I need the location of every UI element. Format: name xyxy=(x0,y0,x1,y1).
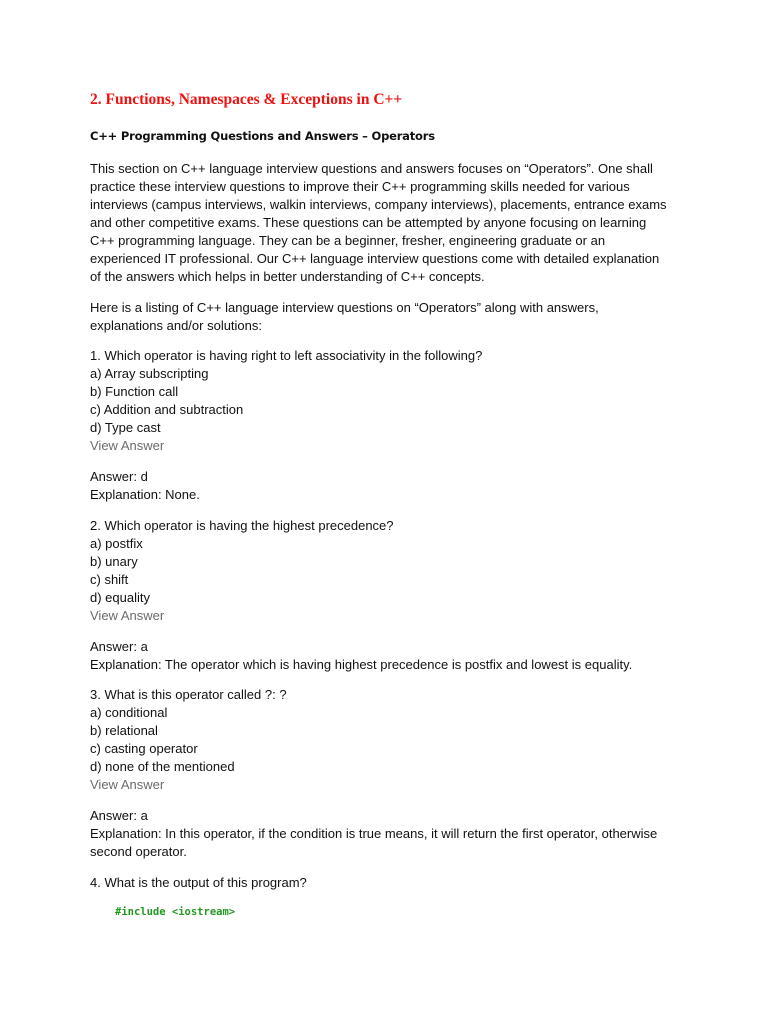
option-a: a) conditional xyxy=(90,705,168,720)
question-text: 1. Which operator is having right to left associativity in the following? xyxy=(90,348,483,363)
option-c: c) Addition and subtraction xyxy=(90,402,244,417)
question-4 xyxy=(90,874,680,892)
view-answer-link[interactable]: View Answer xyxy=(90,438,165,453)
listing-paragraph xyxy=(90,299,680,335)
option-a: a) Array subscripting xyxy=(90,366,209,381)
intro-line: and other competitive exams. These questions can be attempted by anyone focusing on learning xyxy=(90,215,647,230)
answer-text: Answer: d xyxy=(90,469,148,484)
explanation-text: second operator. xyxy=(90,844,187,859)
question-1 xyxy=(90,347,680,455)
intro-paragraph xyxy=(90,160,680,286)
question-text: 3. What is this operator called ?: ? xyxy=(90,687,287,702)
explanation-text: Explanation: In this operator, if the condition is true means, it will return the first operator, otherwise xyxy=(90,826,658,841)
option-b: b) Function call xyxy=(90,384,179,399)
question-3 xyxy=(90,686,680,794)
code-line: #include <iostream> xyxy=(115,906,236,918)
intro-line: This section on C++ language interview questions and answers focuses on “Operators”. One shall xyxy=(90,161,653,176)
intro-line: experienced IT professional. Our C++ language interview questions come with detailed explanation xyxy=(90,251,660,266)
listing-line: explanations and/or solutions: xyxy=(90,318,263,333)
option-d: d) equality xyxy=(90,590,150,605)
option-d: d) Type cast xyxy=(90,420,161,435)
option-c: c) shift xyxy=(90,572,129,587)
section-title: C++ Programming Questions and Answers – Operators xyxy=(90,129,435,143)
explanation-text: Explanation: The operator which is having highest precedence is postfix and lowest is equality. xyxy=(90,657,633,672)
chapter-title: 2. Functions, Namespaces & Exceptions in C++ xyxy=(90,91,403,108)
answer-1 xyxy=(90,468,680,504)
view-answer-link[interactable]: View Answer xyxy=(90,608,165,623)
question-2 xyxy=(90,517,680,625)
option-c: c) casting operator xyxy=(90,741,198,756)
question-text: 4. What is the output of this program? xyxy=(90,875,307,890)
option-d: d) none of the mentioned xyxy=(90,759,235,774)
answer-text: Answer: a xyxy=(90,808,148,823)
intro-line: practice these interview questions to improve their C++ programming skills needed for various xyxy=(90,179,630,194)
listing-line: Here is a listing of C++ language interview questions on “Operators” along with answers, xyxy=(90,300,599,315)
intro-line: interviews (campus interviews, walkin interviews, company interviews), placements, entrance exams xyxy=(90,197,667,212)
answer-3 xyxy=(90,807,680,861)
option-a: a) postfix xyxy=(90,536,143,551)
answer-text: Answer: a xyxy=(90,639,148,654)
answer-2 xyxy=(90,638,680,674)
intro-line: of the answers which helps in better understanding of C++ concepts. xyxy=(90,269,485,284)
explanation-text: Explanation: None. xyxy=(90,487,200,502)
intro-line: C++ programming language. They can be a beginner, fresher, engineering graduate or an xyxy=(90,233,606,248)
option-b: b) relational xyxy=(90,723,158,738)
option-b: b) unary xyxy=(90,554,138,569)
view-answer-link[interactable]: View Answer xyxy=(90,777,165,792)
question-text: 2. Which operator is having the highest precedence? xyxy=(90,518,394,533)
